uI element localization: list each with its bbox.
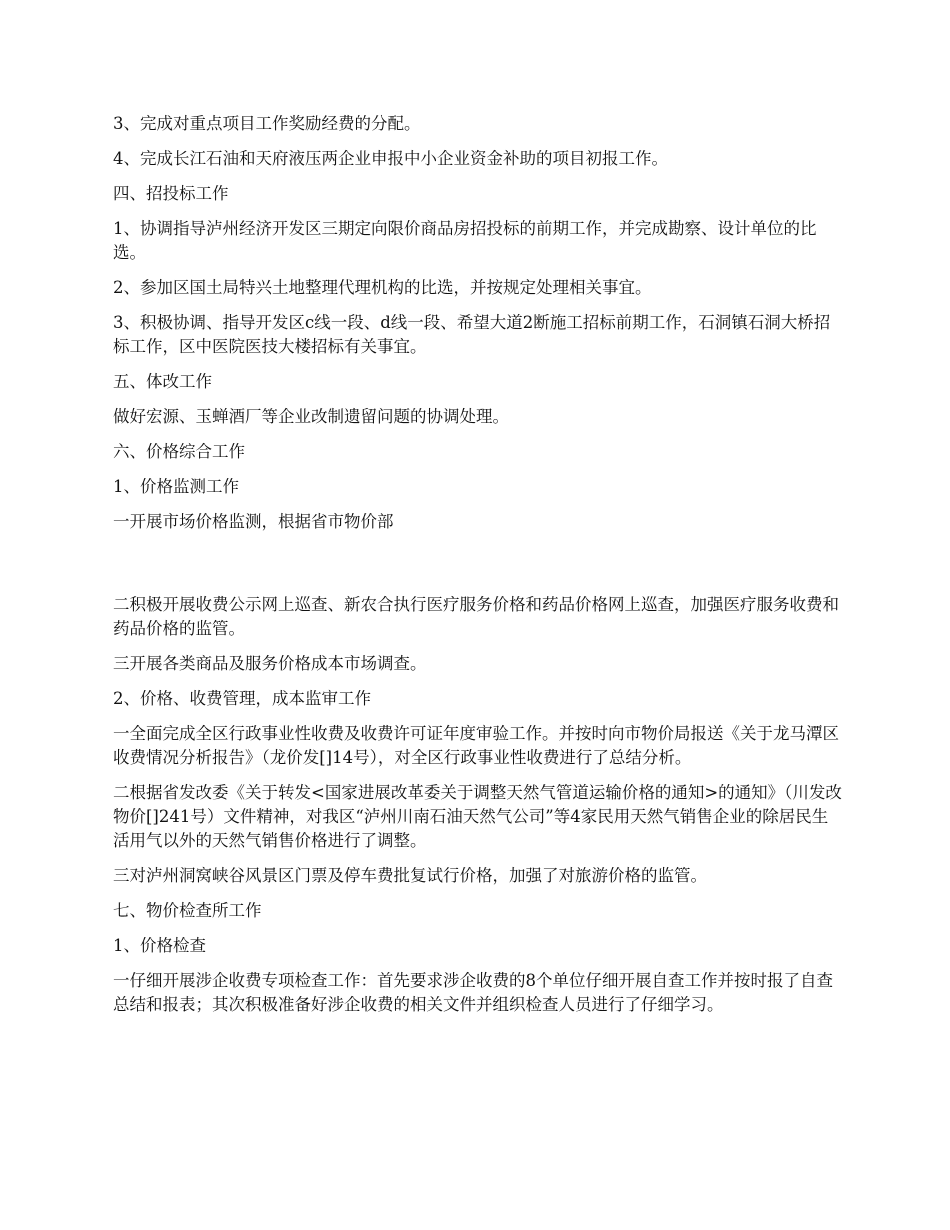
- paragraph-12: 三对泸州洞窝峡谷风景区门票及停车费批复试行价格，加强了对旅游价格的监管。: [113, 866, 707, 885]
- paragraph-5: 3、积极协调、指导开发区c线一段、d线一段、希望大道2断施工招标前期工作，石洞镇石洞大桥招标工作，区中医院医技大楼招标有关事宜。: [113, 313, 831, 356]
- paragraph-3: 1、协调指导泸州经济开发区三期定向限价商品房招投标的前期工作，并完成勘察、设计单位的比选。: [113, 219, 817, 262]
- paragraph-6: 做好宏源、玉蝉酒厂等企业改制遗留问题的协调处理。: [113, 407, 509, 426]
- section-heading-7: 七、物价检查所工作: [113, 901, 262, 920]
- paragraph-13: 一仔细开展涉企收费专项检查工作：首先要求涉企收费的8个单位仔细开展自查工作并按时报了自查总结和报表；其次积极准备好涉企收费的相关文件并组织检查人员进行了仔细学习。: [113, 971, 833, 1014]
- paragraph-11: 二根据省发改委《关于转发<国家进展改革委关于调整天然气管道运输价格的通知>的通知》（川发改物价[]241号）文件精神，对我区“泸州川南石油天然气公司”等4家民用天然气销售企业的除居民生活用气以外的天然气销售价格进行了调整。: [113, 783, 842, 850]
- section-heading-6: 六、价格综合工作: [113, 442, 245, 461]
- paragraph-4: 2、参加区国土局特兴土地整理代理机构的比选，并按规定处理相关事宜。: [113, 278, 652, 297]
- subsection-heading-6-1: 1、价格监测工作: [113, 477, 239, 496]
- blank-gap: [113, 545, 843, 593]
- section-heading-4: 四、招投标工作: [113, 184, 229, 203]
- subsection-heading-6-2: 2、价格、收费管理，成本监审工作: [113, 689, 371, 708]
- subsection-heading-7-1: 1、价格检查: [113, 936, 206, 955]
- document-page: [113, 112, 843, 1028]
- paragraph-10: 一全面完成全区行政事业性收费及收费许可证年度审验工作。并按时向市物价局报送《关于龙马潭区收费情况分析报告》（龙价发[]14号），对全区行政事业性收费进行了总结分析。: [113, 724, 839, 767]
- section-heading-5: 五、体改工作: [113, 372, 212, 391]
- paragraph-2: 4、完成长江石油和天府液压两企业申报中小企业资金补助的项目初报工作。: [113, 149, 668, 168]
- paragraph-8: 二积极开展收费公示网上巡查、新农合执行医疗服务价格和药品价格网上巡查，加强医疗服务收费和药品价格的监管。: [113, 595, 839, 638]
- paragraph-7: 一开展市场价格监测，根据省市物价部: [113, 512, 394, 531]
- paragraph-9: 三开展各类商品及服务价格成本市场调查。: [113, 654, 427, 673]
- paragraph-1: 3、完成对重点项目工作奖励经费的分配。: [113, 114, 421, 133]
